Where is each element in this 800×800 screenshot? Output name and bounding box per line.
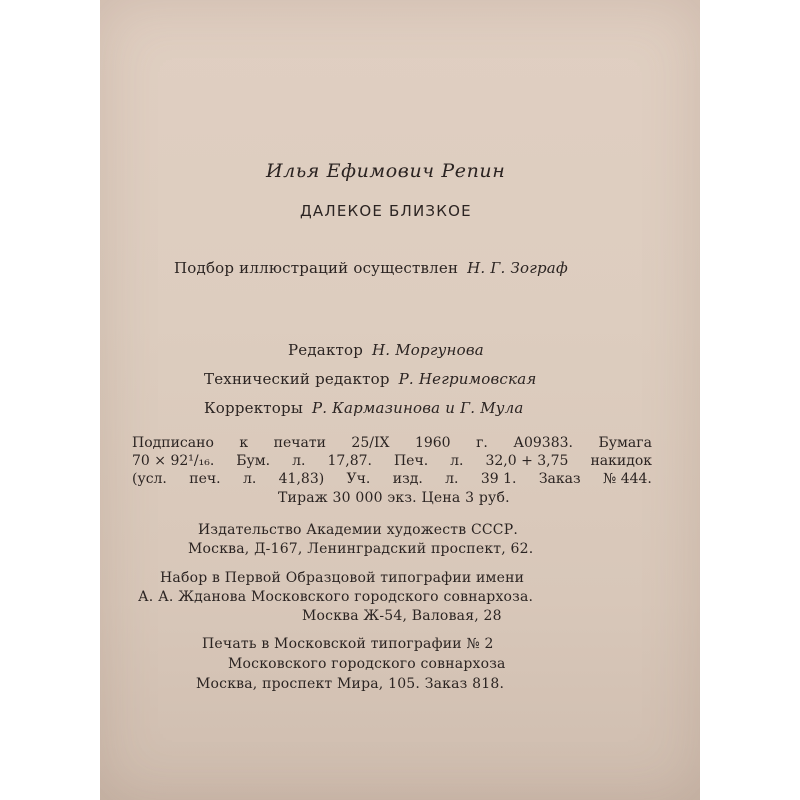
print-details-line-1	[132, 434, 652, 452]
print-word: л.	[242, 471, 257, 487]
print-word: печати	[273, 435, 326, 451]
print-word: А09383.	[513, 435, 573, 451]
author-name: Илья Ефимович Репин	[266, 160, 506, 182]
printing-line-2: Московского городского совнархоза	[228, 656, 506, 672]
illustrations-name: Н. Г. Зограф	[467, 259, 568, 277]
print-word: изд.	[392, 471, 423, 487]
editor-line	[288, 341, 484, 359]
typesetting-line-1: Набор в Первой Образцовой типографии имени	[160, 570, 525, 586]
tech-editor-name: Р. Негримовская	[398, 370, 537, 388]
book-page	[100, 0, 700, 800]
publisher-address: Москва, Д-167, Ленинградский проспект, 62.	[188, 541, 534, 557]
illustrations-label: Подбор иллюстраций осуществлен	[174, 259, 459, 277]
print-word: Заказ	[538, 471, 581, 487]
editor-name: Н. Моргунова	[372, 341, 484, 359]
print-word: 25/IX	[351, 435, 390, 451]
print-word: (усл.	[132, 471, 167, 487]
print-word: к	[239, 435, 249, 451]
print-details-line-2	[132, 452, 652, 470]
proofreaders-name: Р. Кармазинова и Г. Мула	[311, 399, 524, 417]
print-word: 39 1.	[480, 471, 517, 487]
print-word: Подписано	[132, 435, 214, 451]
book-title: ДАЛЕКОЕ БЛИЗКОЕ	[300, 202, 472, 220]
typesetting-line-2: А. А. Жданова Московского городского совнархоза.	[138, 589, 534, 605]
print-word: № 444.	[603, 471, 652, 487]
editor-label: Редактор	[288, 341, 364, 359]
print-word: л.	[292, 453, 306, 469]
printing-line-1: Печать в Московской типографии № 2	[202, 636, 494, 652]
print-word: 70 × 92¹/₁₆.	[132, 453, 215, 469]
print-word: печ.	[189, 471, 221, 487]
tech-editor-line	[204, 370, 536, 388]
print-word: л.	[450, 453, 464, 469]
print-word: 17,87.	[327, 453, 372, 469]
print-word: 32,0 + 3,75	[485, 453, 569, 469]
print-word: 41,83)	[278, 471, 325, 487]
printing-line-3: Москва, проспект Мира, 105. Заказ 818.	[196, 676, 505, 692]
print-word: г.	[476, 435, 488, 451]
publisher-name: Издательство Академии художеств СССР.	[198, 522, 518, 538]
print-word: Бум.	[236, 453, 271, 469]
typesetting-line-3: Москва Ж-54, Валовая, 28	[302, 608, 502, 624]
illustrations-credit	[174, 259, 568, 277]
print-word: 1960	[414, 435, 451, 451]
proofreaders-label: Корректоры	[204, 399, 303, 417]
print-word: Бумага	[598, 435, 652, 451]
print-run-price: Тираж 30 000 экз. Цена 3 руб.	[278, 490, 510, 506]
print-details	[132, 434, 652, 488]
print-details-line-3	[132, 470, 652, 488]
print-word: Печ.	[393, 453, 429, 469]
print-word: л.	[445, 471, 459, 487]
print-word: накидок	[590, 453, 652, 469]
print-word: Уч.	[346, 471, 371, 487]
tech-editor-label: Технический редактор	[204, 370, 390, 388]
proofreaders-line	[204, 399, 524, 417]
